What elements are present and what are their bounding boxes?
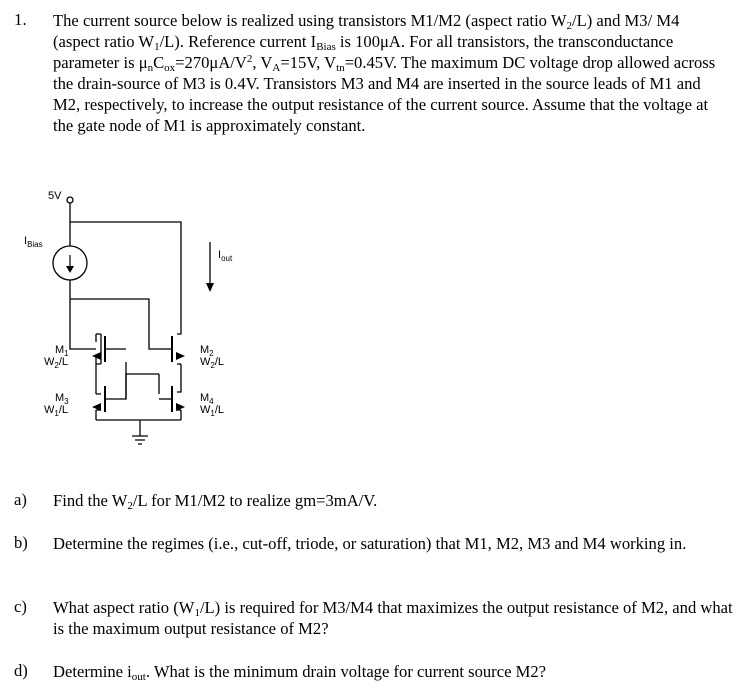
ibias-label: $I_{Bias}$ [24,235,43,249]
part-b-label: b) [14,533,28,552]
part-c-label: c) [14,597,27,616]
part-a-label: a) [14,490,27,509]
m3-ratio: $W_1/L$ [44,404,69,418]
m2-arrow [176,352,185,360]
ground-symbol [132,436,148,444]
part-c-text: What aspect ratio $(W_1/L)$ is required for M3/M4 that maximizes the output resistance of M2, and what is the maximum output resistance of M2? [53,598,733,638]
m1-label: $M_1$ [55,344,69,358]
problem-number: 1. [14,10,27,29]
part-d-label: d) [14,661,28,680]
supply-terminal [67,197,73,203]
part-b-text: Determine the regimes (i.e., cut-off, triode, or saturation) that M1, M2, M3 and M4 working in. [53,534,687,553]
iout-label: $I_{out}$ [218,249,233,263]
m4-label: $M_4$ [200,392,214,406]
m3-label: $M_3$ [55,392,69,406]
supply-label: 5V [48,190,62,202]
m1-ratio: $W_2/L$ [44,356,69,370]
m4-ratio: $W_1/L$ [200,404,225,418]
m2-ratio: $W_2/L$ [200,356,225,370]
part-a-text: Find the $W_2/L$ for M1/M2 to realize gm=3mA/V. [53,491,378,512]
part-d-text: Determine $i_{out}$. What is the minimum drain voltage for current source M2? [53,662,546,683]
m2-label: $M_2$ [200,344,214,358]
problem-statement: The current source below is realized using transistors M1/M2 (aspect ratio $W_2/L$) and M3/ M4 (aspect ratio $W_1/L$). Reference current $I_{Bias}$ is 100μA. For all transistors, the transconductance parameter is $\mu_nC_{ox}=270\mu A/V^2$, $V_A=15V$, $V_{tn}=0.45V$. The maximum DC voltage drop allowed across the drain-source of M3 is 0.4V. Transistors M3 and M4 are inserted in the source leads of M1 and M2, respectively, to increase the output resistance of the current source. Assume that the voltage at the gate node of M1 is approximately constant. [53,11,716,135]
